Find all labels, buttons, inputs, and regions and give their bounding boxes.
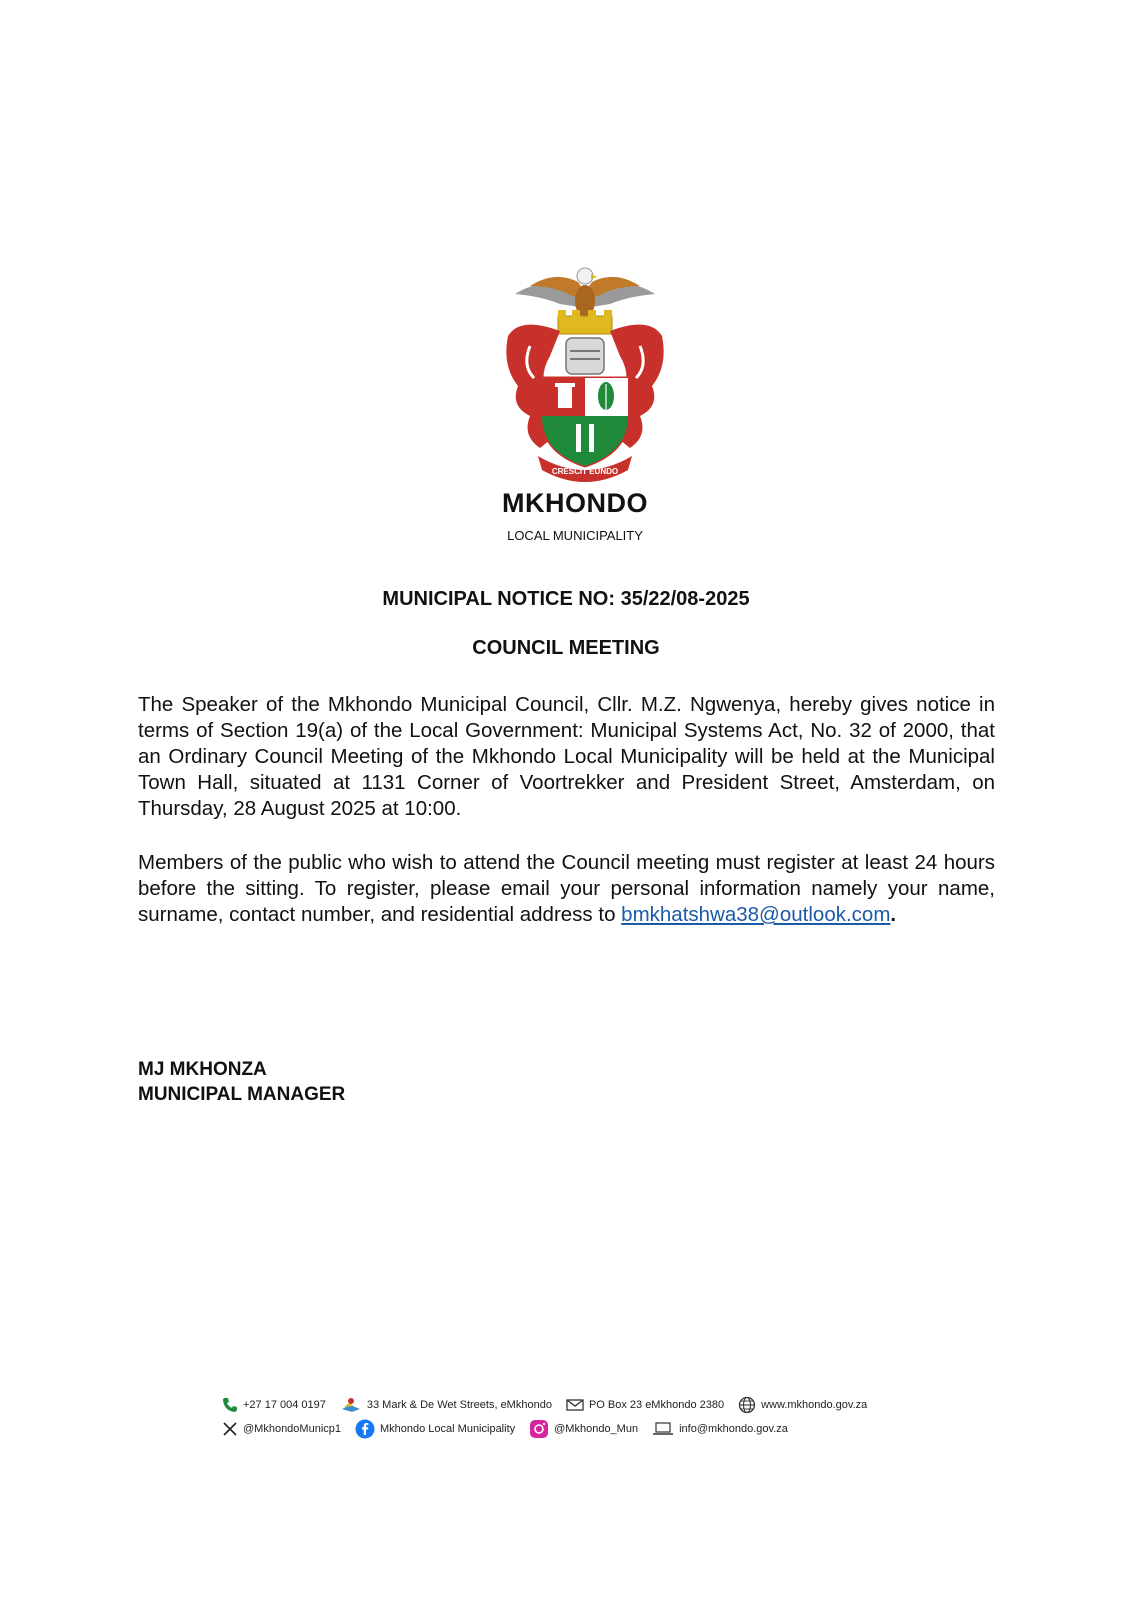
mail-envelope-icon: [566, 1398, 584, 1412]
paragraph-2-text: Members of the public who wish to attend the Council meeting must register at least 24 hours before the sitting. To register, please email your personal information namely your name, surname, contact number, and residential address to: [138, 851, 995, 926]
footer-phone-text: +27 17 004 0197: [243, 1399, 326, 1411]
paragraph-2-end: .: [890, 903, 897, 926]
phone-icon: [222, 1397, 238, 1413]
notice-title: COUNCIL MEETING: [472, 637, 660, 659]
footer-x-handle-text: @MkhondoMunicp1: [243, 1423, 341, 1435]
org-name: MKHONDO: [502, 488, 648, 518]
registration-email-link[interactable]: bmkhatshwa38@outlook.com: [621, 903, 891, 926]
footer-email[interactable]: [652, 1421, 788, 1437]
municipal-crest-logo: [500, 256, 670, 482]
footer-email-text: info@mkhondo.gov.za: [679, 1423, 788, 1435]
footer-phone[interactable]: [222, 1397, 326, 1413]
footer-instagram-text: @Mkhondo_Mun: [554, 1423, 639, 1435]
crest-motto: CRESCIT EUNDO: [551, 467, 619, 476]
signatory-name: MJ MKHONZA: [138, 1059, 267, 1080]
footer-row-1: [222, 1393, 912, 1417]
footer-x-handle[interactable]: [222, 1421, 341, 1437]
footer-po-box: [566, 1398, 724, 1412]
x-twitter-icon: [222, 1421, 238, 1437]
notice-number: MUNICIPAL NOTICE NO: 35/22/08-2025: [382, 588, 750, 610]
footer-instagram[interactable]: [529, 1419, 638, 1439]
footer-facebook[interactable]: [355, 1419, 515, 1439]
footer-po-box-text: PO Box 23 eMkhondo 2380: [588, 1399, 725, 1411]
notice-paragraph-1: The Speaker of the Mkhondo Municipal Council, Cllr. M.Z. Ngwenya, hereby gives notice in terms of Section 19(a) of the Local Government: Municipal Systems Act, No. 32 of 2000, that an Ordinary Council Meeting of the Mkhondo Local Municipality will be held at the Municipal Town Hall, situated at 1131 Corner of Voortrekker and President Street, Amsterdam, on Thursday, 28 August 2025 at 10:00.: [138, 693, 995, 820]
laptop-icon: [652, 1421, 674, 1437]
footer-contacts: [222, 1393, 912, 1441]
notice-paragraph-2: [138, 850, 995, 928]
footer-facebook-text: Mkhondo Local Municipality: [380, 1423, 516, 1435]
facebook-icon: [355, 1419, 375, 1439]
footer-address: [340, 1397, 552, 1413]
org-subtitle: LOCAL MUNICIPALITY: [507, 528, 643, 543]
instagram-icon: [529, 1419, 549, 1439]
location-map-icon: [340, 1397, 362, 1413]
footer-row-2: [222, 1417, 912, 1441]
globe-icon: [738, 1396, 756, 1414]
footer-website[interactable]: [738, 1396, 867, 1414]
footer-website-text: www.mkhondo.gov.za: [761, 1399, 868, 1411]
footer-address-text: 33 Mark & De Wet Streets, eMkhondo: [366, 1399, 552, 1411]
signatory-title: MUNICIPAL MANAGER: [138, 1084, 346, 1105]
